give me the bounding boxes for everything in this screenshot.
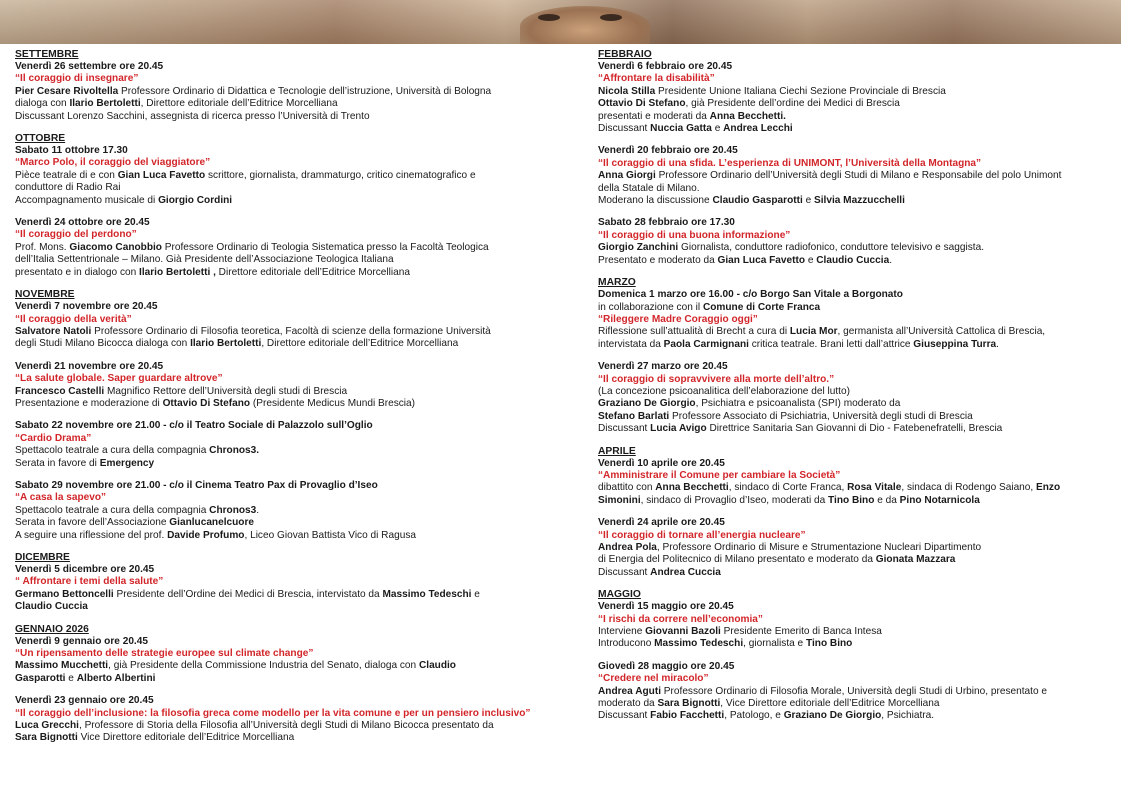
text-segment: (La concezione psicoanalitica dell’elaborazione del lutto)	[598, 385, 850, 397]
text-segment: della Statale di Milano.	[598, 182, 700, 194]
text-segment: scrittore, giornalista, drammaturgo, critico cinematografico e	[205, 169, 476, 181]
text-segment: .	[256, 504, 260, 516]
text-segment: .	[996, 338, 999, 350]
person-name: Pier Cesare Rivoltella	[15, 85, 119, 97]
person-name: Pino Notarnicola	[899, 494, 980, 506]
event-date: Venerdì 6 febbraio ore 20.45	[598, 61, 733, 72]
text-segment: Presidente Unione Italiana Ciechi Sezione Provinciale di Brescia	[655, 85, 946, 97]
text-segment: moderato da	[598, 698, 658, 710]
event-description-line	[15, 601, 550, 613]
person-name: Andrea Pola	[598, 542, 657, 553]
event-title: “Il coraggio di tornare all’energia nucleare”	[598, 529, 806, 541]
event-title: “Il coraggio della verità”	[15, 313, 132, 325]
event-date: Venerdì 26 settembre ore 20.45	[15, 61, 164, 72]
event-description-line	[598, 638, 1110, 650]
event-entry	[598, 361, 1110, 435]
text-segment: , germanista all’Università Cattolica di Brescia,	[837, 326, 1046, 338]
person-name: Stefano Barlati	[598, 410, 670, 422]
person-name: Graziano De Giorgio	[783, 710, 882, 722]
event-date: Venerdì 10 aprile ore 20.45	[598, 457, 725, 469]
text-segment: Interviene	[598, 626, 646, 638]
month-heading: GENNAIO 2026	[15, 623, 89, 635]
event-description-line	[598, 626, 1110, 638]
event-date: Venerdì 20 febbraio ore 20.45	[598, 145, 738, 157]
text-segment: Discussant Lorenzo Sacchini, assegnista di ricerca presso l’Università di Trento	[15, 110, 370, 122]
event-entry	[15, 480, 550, 542]
text-segment: Professore Ordinario di Didattica e Tecnologie dell’istruzione, Università di Bologna	[118, 85, 492, 97]
text-segment: Serata in favore dell’Associazione	[15, 517, 170, 529]
person-name: Paola Carmignani	[663, 338, 749, 350]
person-name: Emergency	[99, 457, 155, 469]
event-description	[15, 445, 550, 470]
text-segment: Magnifico Rettore dell’Università degli studi di Brescia	[104, 385, 348, 397]
event-description-line	[15, 517, 550, 529]
event-description	[15, 505, 550, 542]
person-name: Lucia Avigo	[650, 423, 707, 435]
event-description	[598, 170, 1110, 207]
person-name: Ottavio Di Stefano	[162, 397, 251, 409]
event-title: “Un ripensamento delle strategie europee sul climate change”	[15, 648, 314, 660]
event-description-line	[598, 183, 1110, 195]
text-segment: conduttore di Radio Rai	[15, 182, 121, 194]
event-title: “ Affrontare i temi della salute”	[15, 576, 164, 588]
person-name: Ilario Bertoletti	[190, 338, 262, 350]
event-description-line	[598, 495, 1110, 507]
event-description	[15, 326, 550, 351]
event-description-line	[15, 505, 550, 517]
event-description-line	[598, 567, 1110, 579]
event-description	[15, 386, 550, 411]
event-entry	[15, 289, 550, 351]
event-date: Venerdì 23 gennaio ore 20.45	[15, 695, 154, 707]
text-segment: presentato e in dialogo con	[15, 266, 140, 278]
text-segment: e	[471, 588, 480, 600]
person-name: Lucia Mor	[789, 326, 838, 338]
text-segment: di Energia del Politecnico di Milano presentato e moderato da	[598, 554, 876, 566]
person-name: Silvia Mazzucchelli	[814, 195, 905, 207]
event-description	[598, 386, 1110, 436]
event-date: Venerdì 9 gennaio ore 20.45	[15, 635, 148, 647]
event-description-line	[598, 195, 1110, 207]
text-segment: Introducono	[598, 638, 655, 650]
person-name: Anna Becchetti.	[709, 110, 786, 122]
event-entry	[598, 277, 1110, 351]
text-segment: Presidente Emerito di Banca Intesa	[720, 626, 882, 638]
event-date: Sabato 22 novembre ore 21.00 - c/o il Teatro Sociale di Palazzolo sull’Oglio	[15, 420, 373, 432]
person-name: Comune di Corte Franca	[702, 301, 821, 313]
person-name: Giacomo Canobbio	[69, 241, 162, 253]
event-description-line	[15, 660, 550, 672]
month-heading: OTTOBRE	[15, 133, 66, 145]
event-description	[15, 660, 550, 685]
event-entry	[15, 49, 550, 123]
text-segment: Serata in favore di	[15, 457, 100, 469]
person-name: Tino Bino	[828, 494, 875, 506]
text-segment: , Direttore editoriale dell’Editrice Morcelliana	[261, 338, 459, 350]
event-title: “La salute globale. Saper guardare altrove”	[15, 373, 223, 385]
text-segment: degli Studi Milano Bicocca dialoga con	[15, 338, 191, 350]
text-segment: , Vice Direttore editoriale dell’Editrice Morcelliana	[720, 698, 940, 710]
text-segment: A seguire una riflessione del prof.	[15, 529, 168, 541]
text-segment: , Professore di Storia della Filosofia all’Università degli Studi di Milano Bicocca presentato da	[78, 720, 494, 732]
text-segment: (Presidente Medicus Mundi Brescia)	[250, 397, 416, 409]
text-segment: Presentazione e moderazione di	[15, 397, 163, 409]
header-banner-image	[0, 0, 1121, 44]
person-name: Gasparotti	[15, 672, 66, 684]
event-title: “Il coraggio del perdono”	[15, 229, 137, 241]
person-name: Giuseppina Turra	[913, 338, 997, 350]
text-segment: Spettacolo teatrale a cura della compagnia	[15, 504, 210, 516]
text-segment: , giornalista e	[743, 638, 806, 650]
person-name: Gianlucanelcuore	[169, 517, 254, 529]
event-description-line	[598, 398, 1110, 410]
text-segment: Professore Ordinario dell’Università degli Studi di Milano e Responsabile del polo Unimont	[655, 170, 1062, 182]
month-heading: MARZO	[598, 277, 636, 289]
event-note-line	[598, 302, 1110, 314]
event-description	[598, 482, 1110, 507]
month-heading: NOVEMBRE	[15, 289, 75, 301]
event-description-line	[598, 698, 1110, 710]
text-segment: dibattito con	[598, 482, 656, 494]
person-name: Chronos3.	[209, 445, 260, 457]
event-description-line	[598, 339, 1110, 351]
text-segment: in collaborazione con il	[598, 301, 703, 313]
event-description	[598, 86, 1110, 136]
event-description	[598, 242, 1110, 267]
month-heading: DICEMBRE	[15, 552, 70, 563]
text-segment: e	[711, 123, 724, 135]
person-name: Ilario Bertoletti	[69, 98, 141, 110]
event-description-line	[15, 673, 550, 685]
event-description-line	[15, 338, 550, 350]
event-entry	[598, 49, 1110, 135]
person-name: Tino Bino	[805, 638, 853, 650]
text-segment: , Psichiatra e psicoanalista (SPI) moderato da	[695, 398, 901, 410]
person-name: Giorgio Zanchini	[598, 242, 679, 254]
text-segment: e	[805, 254, 817, 266]
person-name: Nicola Stilla	[598, 85, 656, 97]
banner-eye-left	[538, 14, 560, 21]
event-description	[598, 542, 1110, 579]
event-description-line	[15, 720, 550, 732]
event-date: Venerdì 15 maggio ore 20.45	[598, 601, 734, 613]
right-column-program	[598, 49, 1110, 733]
person-name: Germano Bettoncelli	[15, 588, 114, 600]
event-entry	[15, 420, 550, 470]
text-segment: , sindaco di Provaglio d’Iseo, moderati da	[640, 494, 829, 506]
text-segment: Direttore editoriale dell’Editrice Morcelliana	[215, 266, 410, 278]
event-date: Venerdì 5 dicembre ore 20.45	[15, 564, 155, 575]
person-name: Graziano De Giorgio	[598, 398, 696, 410]
person-name: Sara Bignotti	[657, 698, 721, 710]
event-title: “Il coraggio di una buona informazione”	[598, 229, 791, 241]
event-description-line	[15, 86, 550, 98]
event-entry	[598, 661, 1110, 723]
person-name: Luca Grecchi	[15, 720, 79, 732]
event-description-line	[598, 482, 1110, 494]
text-segment: intervistata da	[598, 338, 664, 350]
event-description-line	[598, 554, 1110, 566]
event-title: “Il coraggio di sopravvivere alla morte dell’altro.”	[598, 373, 835, 385]
text-segment: critica teatrale. Brani letti dall’attrice	[748, 338, 914, 350]
text-segment: .	[889, 254, 892, 266]
person-name: Andrea Lecchi	[723, 123, 793, 135]
event-title: “A casa la sapevo”	[15, 492, 107, 504]
text-segment: e	[65, 672, 77, 684]
person-name: Nuccia Gatta	[650, 123, 712, 135]
person-name: Ottavio Di Stefano	[598, 98, 686, 110]
event-description-line	[15, 386, 550, 398]
event-date: Sabato 11 ottobre 17.30	[15, 145, 128, 157]
event-description-line	[598, 111, 1110, 123]
person-name: Giovanni Bazoli	[645, 626, 721, 638]
text-segment: Discussant	[598, 710, 651, 722]
person-name: Francesco Castelli	[15, 385, 105, 397]
text-segment: dell’Italia Settentrionale – Milano. Già Presidente dell’Associazione Teologica Italiana	[15, 254, 394, 266]
event-entry	[15, 552, 550, 614]
person-name: Gionata Mazzara	[875, 554, 956, 566]
person-name: Alberto Albertini	[76, 672, 156, 684]
event-description-line	[598, 386, 1110, 398]
text-segment: Professore Ordinario di Filosofia Morale, Università degli Studi di Urbino, presentato e	[661, 685, 1047, 697]
event-entry	[15, 624, 550, 686]
text-segment: Discussant	[598, 566, 651, 578]
event-description	[598, 626, 1110, 651]
text-segment: e	[802, 195, 814, 207]
text-segment: Prof. Mons.	[15, 241, 70, 253]
text-segment: Accompagnamento musicale di	[15, 194, 159, 206]
event-description	[15, 720, 550, 745]
month-heading: SETTEMBRE	[15, 49, 79, 60]
event-description-line	[598, 542, 1110, 554]
event-title: “Rileggere Madre Coraggio oggi”	[598, 313, 758, 325]
person-name: Massimo Tedeschi	[654, 638, 744, 650]
event-date: Venerdì 24 ottobre ore 20.45	[15, 217, 150, 229]
text-segment: , Direttore editoriale dell’Editrice Morcelliana	[140, 98, 338, 110]
event-description-line	[598, 170, 1110, 182]
event-entry	[598, 145, 1110, 207]
event-description-line	[15, 195, 550, 207]
event-description-line	[598, 686, 1110, 698]
text-segment: Vice Direttore editoriale dell’Editrice Morcelliana	[77, 732, 295, 744]
text-segment: Pièce teatrale di e con	[15, 169, 118, 181]
person-name: Salvatore Natoli	[15, 325, 92, 337]
event-description	[598, 326, 1110, 351]
event-description	[15, 170, 550, 207]
event-description	[15, 242, 550, 279]
event-entry	[598, 446, 1110, 508]
event-entry	[15, 695, 550, 745]
text-segment: Discussant	[598, 123, 651, 135]
event-entry	[598, 517, 1110, 579]
event-date: Venerdì 27 marzo ore 20.45	[598, 361, 728, 373]
text-segment: , già Presidente della Commissione Industria del Senato, dialoga con	[108, 660, 419, 672]
person-name: Claudio Cuccia	[15, 601, 88, 613]
person-name: Fabio Facchetti	[650, 710, 725, 722]
event-description-line	[598, 423, 1110, 435]
event-description-line	[598, 123, 1110, 135]
event-date: Venerdì 24 aprile ore 20.45	[598, 517, 725, 529]
person-name: Massimo Mucchetti	[15, 660, 109, 672]
event-date: Sabato 28 febbraio ore 17.30	[598, 217, 735, 229]
event-entry	[15, 361, 550, 411]
text-segment: Professore Associato di Psichiatria, Università degli studi di Brescia	[669, 410, 973, 422]
event-title: “Il coraggio di insegnare”	[15, 73, 139, 85]
person-name: Gian Luca Favetto	[117, 169, 206, 181]
event-entry	[598, 217, 1110, 267]
event-entry	[598, 589, 1110, 651]
text-segment: Professore Ordinario di Filosofia teoretica, Facoltà di scienze della formazione Università	[91, 325, 491, 337]
person-name: Davide Profumo	[167, 529, 245, 541]
text-segment: , sindaca di Rodengo Saiano,	[901, 482, 1037, 494]
event-title: “Cardio Drama”	[15, 432, 92, 444]
person-name: Andrea Aguti	[598, 685, 661, 697]
text-segment: , Liceo Giovan Battista Vico di Ragusa	[244, 529, 416, 541]
banner-fresco-face	[520, 6, 650, 44]
month-heading: FEBBRAIO	[598, 49, 652, 60]
event-title: “Affrontare la disabilità”	[598, 73, 715, 85]
event-description-line	[15, 242, 550, 254]
text-segment: Direttrice Sanitaria San Giovanni di Dio - Fatebenefratelli, Brescia	[706, 423, 1003, 435]
text-segment: Riflessione sull’attualità di Brecht a cura di	[598, 326, 790, 338]
event-date: Venerdì 21 novembre ore 20.45	[15, 360, 164, 372]
event-title: “Il coraggio di una sfida. L’esperienza di UNIMONT, l’Università della Montagna”	[598, 157, 982, 169]
left-column-program	[15, 49, 550, 755]
event-description-line	[15, 530, 550, 542]
person-name: Simonini	[598, 494, 641, 506]
event-description-line	[15, 267, 550, 279]
event-description-line	[598, 86, 1110, 98]
event-description-line	[15, 445, 550, 457]
event-description-line	[15, 732, 550, 744]
event-description-line	[598, 411, 1110, 423]
person-name: Massimo Tedeschi	[382, 588, 472, 600]
event-description-line	[15, 326, 550, 338]
person-name: Chronos3	[209, 504, 257, 516]
event-description-line	[15, 398, 550, 410]
event-description-line	[598, 326, 1110, 338]
event-description-line	[15, 589, 550, 601]
event-date: Domenica 1 marzo ore 16.00 - c/o Borgo San Vitale a Borgonato	[598, 289, 903, 301]
event-description-line	[15, 458, 550, 470]
event-entry	[15, 133, 550, 207]
event-title: “Amministrare il Comune per cambiare la Società”	[598, 469, 841, 481]
text-segment: presentati e moderati da	[598, 110, 710, 122]
text-segment: , Psichiatra.	[881, 710, 935, 722]
text-segment: , Patologo, e	[724, 710, 784, 722]
person-name: Enzo	[1036, 482, 1061, 494]
event-description-line	[598, 255, 1110, 267]
person-name: Claudio	[418, 660, 456, 672]
text-segment: e da	[874, 494, 900, 506]
event-description-line	[15, 170, 550, 182]
text-segment: , già Presidente dell’ordine dei Medici di Brescia	[685, 98, 900, 110]
event-description	[15, 86, 550, 123]
text-segment: Presidente dell’Ordine dei Medici di Brescia, intervistato da	[113, 588, 383, 600]
event-description-line	[598, 710, 1110, 722]
event-description-line	[15, 254, 550, 266]
event-title: “Marco Polo, il coraggio del viaggiatore”	[15, 157, 211, 169]
event-description-line	[598, 98, 1110, 110]
person-name: Andrea Cuccia	[650, 566, 721, 578]
text-segment: Spettacolo teatrale a cura della compagnia	[15, 445, 210, 457]
person-name: Anna Giorgi	[598, 170, 656, 182]
event-title: “Il coraggio dell’inclusione: la filosofia greca come modello per la vita comune e per un pensiero inclusivo”	[15, 707, 531, 719]
event-date: Sabato 29 novembre ore 21.00 - c/o il Cinema Teatro Pax di Provaglio d’Iseo	[15, 479, 378, 491]
event-title: “Credere nel miracolo”	[598, 673, 709, 685]
person-name: Giorgio Cordini	[158, 194, 233, 206]
text-segment: , sindaco di Corte Franca,	[728, 482, 848, 494]
person-name: Gian Luca Favetto	[717, 254, 806, 266]
event-date: Giovedì 28 maggio ore 20.45	[598, 660, 735, 672]
event-description-line	[598, 242, 1110, 254]
event-description-line	[15, 182, 550, 194]
event-description	[598, 686, 1110, 723]
month-heading: APRILE	[598, 445, 636, 457]
text-segment: Giornalista, conduttore radiofonico, conduttore televisivo e saggista.	[678, 242, 984, 254]
person-name: Sara Bignotti	[15, 732, 78, 744]
event-date: Venerdì 7 novembre ore 20.45	[15, 301, 158, 313]
text-segment: , Professore Ordinario di Misure e Strumentazione Nucleari Dipartimento	[656, 542, 982, 553]
person-name: Ilario Bertoletti ,	[139, 266, 216, 278]
text-segment: dialoga con	[15, 98, 70, 110]
event-description-line	[15, 111, 550, 123]
text-segment: Moderano la discussione	[598, 195, 713, 207]
month-heading: MAGGIO	[598, 589, 641, 601]
person-name: Claudio Gasparotti	[712, 195, 803, 207]
event-title: “I rischi da correre nell’economia”	[598, 613, 763, 625]
person-name: Claudio Cuccia	[816, 254, 890, 266]
person-name: Rosa Vitale	[847, 482, 902, 494]
text-segment: Professore Ordinario di Teologia Sistematica presso la Facoltà Teologica	[161, 241, 489, 253]
text-segment: Discussant	[598, 423, 651, 435]
event-entry	[15, 217, 550, 279]
text-segment: Presentato e moderato da	[598, 254, 718, 266]
person-name: Anna Becchetti	[655, 482, 729, 494]
event-description-line	[15, 98, 550, 110]
event-description	[15, 589, 550, 614]
banner-eye-right	[600, 14, 622, 21]
